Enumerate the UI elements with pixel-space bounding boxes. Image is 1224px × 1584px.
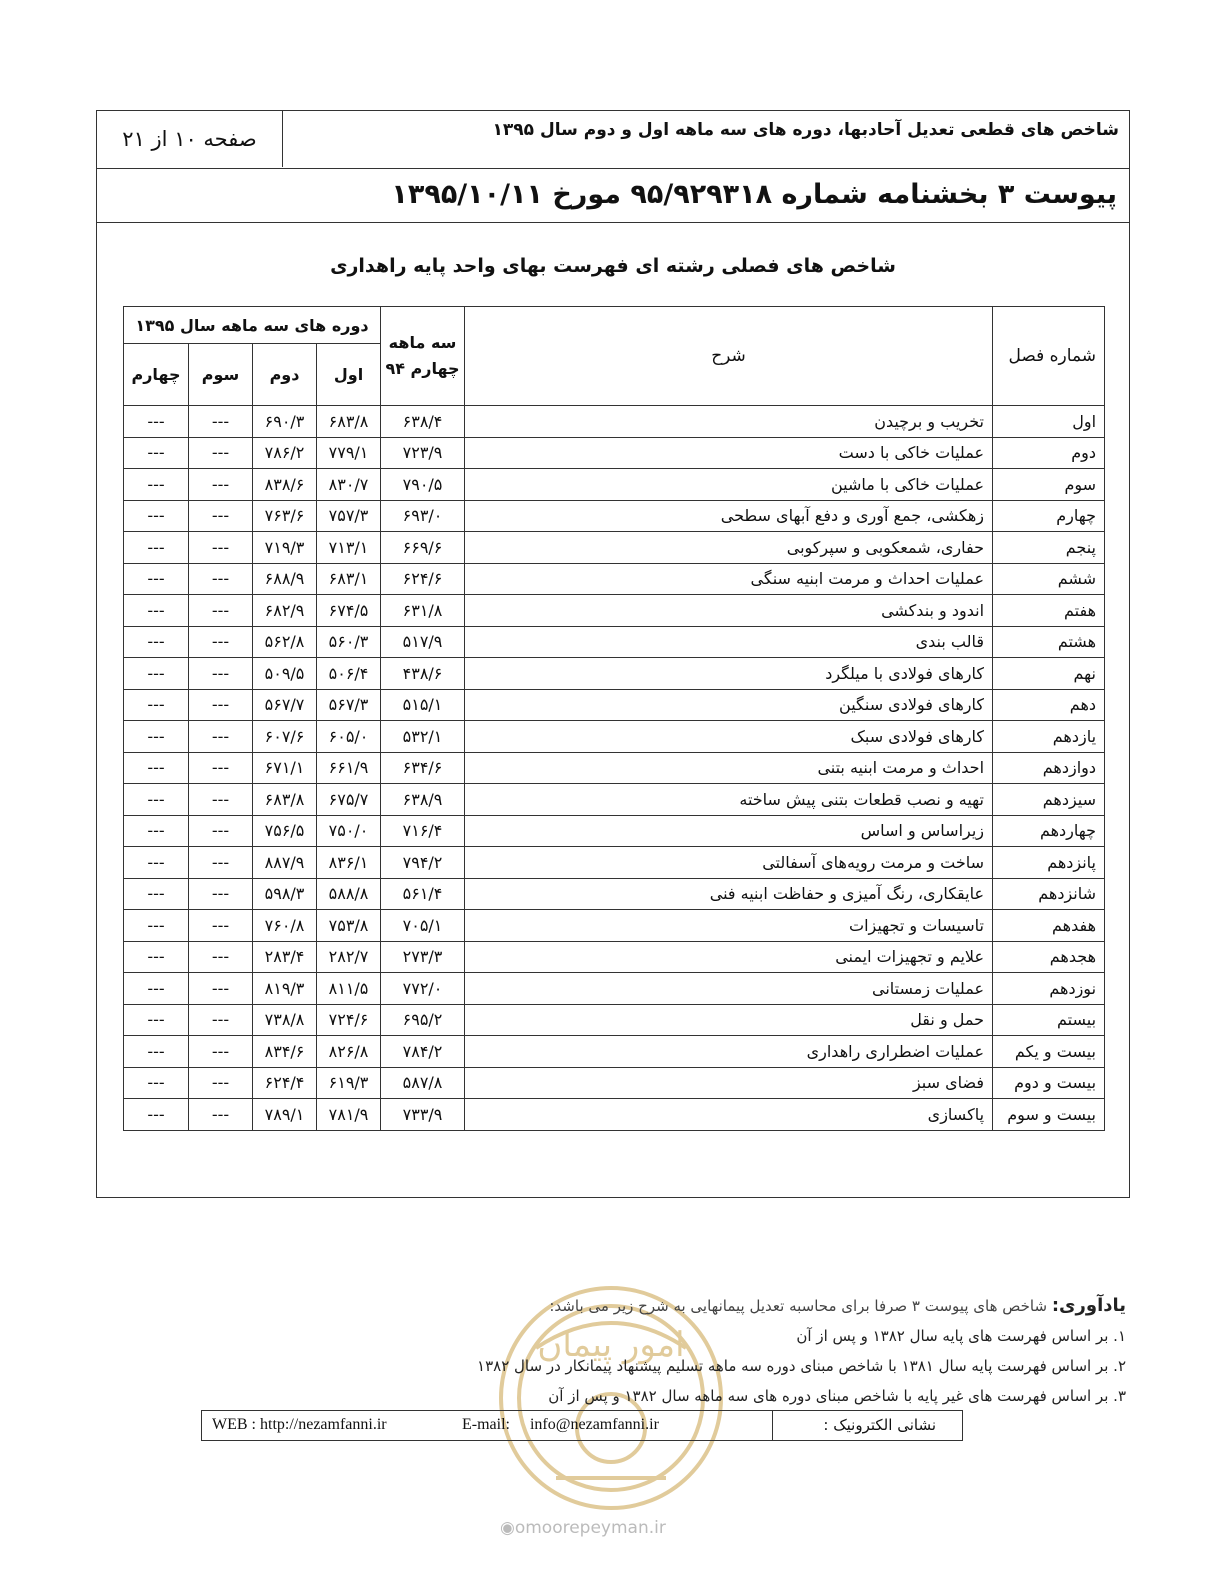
chapter-cell: دهم [993, 689, 1105, 721]
q1-cell: ۸۲۶/۸ [317, 1036, 381, 1068]
description-cell: عملیات خاکی با ماشین [465, 469, 993, 501]
q1-cell: ۷۵۰/۰ [317, 815, 381, 847]
reminder-note [226, 1291, 1126, 1411]
q1-cell: ۸۳۰/۷ [317, 469, 381, 501]
q2-cell: ۸۱۹/۳ [253, 973, 317, 1005]
chapter-cell: هشتم [993, 626, 1105, 658]
table-row [124, 910, 1105, 942]
q2-cell: ۶۲۴/۴ [253, 1067, 317, 1099]
q4-cell: --- [124, 406, 189, 438]
q4-cell: --- [124, 595, 189, 627]
q1-cell: ۷۷۹/۱ [317, 437, 381, 469]
description-cell: پاکسازی [465, 1099, 993, 1131]
description-cell: عملیات خاکی با دست [465, 437, 993, 469]
q3-cell: --- [189, 752, 253, 784]
q1-cell: ۶۶۱/۹ [317, 752, 381, 784]
reminder-item-2: ۲. بر اساس فهرست پایه سال ۱۳۸۱ با شاخص مبنای دوره سه ماهه تسلیم پیشنهاد پیمانکار در سال ۱۳۸۲ [477, 1357, 1126, 1375]
q2-cell: ۶۸۸/۹ [253, 563, 317, 595]
description-cell: زهکشی، جمع آوری و دفع آبهای سطحی [465, 500, 993, 532]
q4-94-cell: ۷۰۵/۱ [381, 910, 465, 942]
q2-cell: ۷۱۹/۳ [253, 532, 317, 564]
q2-cell: ۵۰۹/۵ [253, 658, 317, 690]
q4-94-cell: ۷۳۳/۹ [381, 1099, 465, 1131]
col-header-q4-94-line1: سه ماهه [388, 333, 457, 352]
q3-cell: --- [189, 1099, 253, 1131]
q3-cell: --- [189, 437, 253, 469]
description-cell: حمل و نقل [465, 1004, 993, 1036]
q1-cell: ۵۸۸/۸ [317, 878, 381, 910]
q2-cell: ۷۶۰/۸ [253, 910, 317, 942]
contact-label: نشانی الکترونیک : [772, 1411, 962, 1440]
chapter-cell: اول [993, 406, 1105, 438]
description-cell: احداث و مرمت ابنیه بتنی [465, 752, 993, 784]
q4-94-cell: ۵۱۷/۹ [381, 626, 465, 658]
q4-cell: --- [124, 1004, 189, 1036]
q3-cell: --- [189, 1036, 253, 1068]
reminder-intro: شاخص های پیوست ۳ صرفا برای محاسبه تعدیل پیمانهایی به شرح زیر می باشد: [549, 1297, 1048, 1315]
description-cell: زیراساس و اساس [465, 815, 993, 847]
description-cell: عملیات احداث و مرمت ابنیه سنگی [465, 563, 993, 595]
col-header-description: شرح [465, 307, 993, 406]
table-row [124, 469, 1105, 501]
chapter-cell: یازدهم [993, 721, 1105, 753]
q4-cell: --- [124, 626, 189, 658]
col-header-q1: اول [317, 344, 381, 406]
circular-reference: پیوست ۳ بخشنامه شماره ۹۵/۹۲۹۳۱۸ مورخ ۱۳۹۵/۱۰/۱۱ [97, 169, 1129, 223]
description-cell: کارهای فولادی با میلگرد [465, 658, 993, 690]
q4-cell: --- [124, 847, 189, 879]
q4-94-cell: ۵۱۵/۱ [381, 689, 465, 721]
description-cell: ساخت و مرمت رویه‌های آسفالتی [465, 847, 993, 879]
col-header-chapter: شماره فصل [993, 307, 1105, 406]
q1-cell: ۶۸۳/۸ [317, 406, 381, 438]
table-row [124, 406, 1105, 438]
q4-cell: --- [124, 784, 189, 816]
q2-cell: ۲۸۳/۴ [253, 941, 317, 973]
chapter-cell: پانزدهم [993, 847, 1105, 879]
q1-cell: ۶۸۳/۱ [317, 563, 381, 595]
chapter-cell: بیست و یکم [993, 1036, 1105, 1068]
q4-94-cell: ۲۷۳/۳ [381, 941, 465, 973]
q4-cell: --- [124, 437, 189, 469]
col-header-q4-94-line2: چهارم ۹۴ [385, 359, 460, 378]
q4-cell: --- [124, 910, 189, 942]
chapter-cell: ششم [993, 563, 1105, 595]
q4-cell: --- [124, 563, 189, 595]
q4-94-cell: ۶۲۴/۶ [381, 563, 465, 595]
q2-cell: ۷۸۶/۲ [253, 437, 317, 469]
q2-cell: ۷۵۶/۵ [253, 815, 317, 847]
q2-cell: ۵۶۲/۸ [253, 626, 317, 658]
table-row [124, 1099, 1105, 1131]
description-cell: اندود و بندکشی [465, 595, 993, 627]
q3-cell: --- [189, 973, 253, 1005]
table-row [124, 689, 1105, 721]
q2-cell: ۸۳۴/۶ [253, 1036, 317, 1068]
table-row [124, 532, 1105, 564]
table-row [124, 752, 1105, 784]
q4-94-cell: ۶۶۹/۶ [381, 532, 465, 564]
q2-cell: ۸۳۸/۶ [253, 469, 317, 501]
chapter-cell: شانزدهم [993, 878, 1105, 910]
q2-cell: ۶۷۱/۱ [253, 752, 317, 784]
table-row [124, 973, 1105, 1005]
chapter-cell: نهم [993, 658, 1105, 690]
q4-94-cell: ۶۹۵/۲ [381, 1004, 465, 1036]
q1-cell: ۷۲۴/۶ [317, 1004, 381, 1036]
chapter-cell: دوازدهم [993, 752, 1105, 784]
q4-94-cell: ۵۳۲/۱ [381, 721, 465, 753]
q3-cell: --- [189, 784, 253, 816]
q4-cell: --- [124, 500, 189, 532]
table-row [124, 658, 1105, 690]
q4-cell: --- [124, 1099, 189, 1131]
description-cell: حفاری، شمعکوبی و سپرکوبی [465, 532, 993, 564]
q4-94-cell: ۶۹۳/۰ [381, 500, 465, 532]
table-row [124, 847, 1105, 879]
description-cell: علایم و تجهیزات ایمنی [465, 941, 993, 973]
description-cell: عایقکاری، رنگ آمیزی و حفاظت ابنیه فنی [465, 878, 993, 910]
email-info [462, 1411, 659, 1439]
table-row [124, 563, 1105, 595]
q3-cell: --- [189, 721, 253, 753]
q1-cell: ۵۰۶/۴ [317, 658, 381, 690]
q1-cell: ۲۸۲/۷ [317, 941, 381, 973]
col-group-header-1395: دوره های سه ماهه سال ۱۳۹۵ [124, 307, 381, 344]
q1-cell: ۵۶۷/۳ [317, 689, 381, 721]
stamp-text: امور پیمان [537, 1325, 685, 1365]
q3-cell: --- [189, 626, 253, 658]
q4-cell: --- [124, 973, 189, 1005]
description-cell: کارهای فولادی سنگین [465, 689, 993, 721]
col-header-q4-94 [381, 307, 465, 406]
q2-cell: ۶۸۳/۸ [253, 784, 317, 816]
q1-cell: ۷۸۱/۹ [317, 1099, 381, 1131]
description-cell: فضای سبز [465, 1067, 993, 1099]
chapter-cell: هفدهم [993, 910, 1105, 942]
description-cell: تاسیسات و تجهیزات [465, 910, 993, 942]
q1-cell: ۷۵۷/۳ [317, 500, 381, 532]
q3-cell: --- [189, 941, 253, 973]
q2-cell: ۵۹۸/۳ [253, 878, 317, 910]
q4-94-cell: ۶۳۱/۸ [381, 595, 465, 627]
q3-cell: --- [189, 469, 253, 501]
q4-cell: --- [124, 658, 189, 690]
page-number: صفحه ۱۰ از ۲۱ [97, 111, 283, 167]
table-row [124, 721, 1105, 753]
q4-94-cell: ۵۸۷/۸ [381, 1067, 465, 1099]
q3-cell: --- [189, 595, 253, 627]
website-link[interactable]: WEB : http://nezamfanni.ir [212, 1416, 387, 1433]
watermark-url [500, 1518, 666, 1538]
col-header-q3: سوم [189, 344, 253, 406]
reminder-item-3: ۳. بر اساس فهرست های غیر پایه با شاخص مبنای دوره های سه ماهه سال ۱۳۸۲ و پس از آن [548, 1387, 1126, 1405]
q4-94-cell: ۶۳۴/۶ [381, 752, 465, 784]
q3-cell: --- [189, 1004, 253, 1036]
index-table [123, 306, 1105, 1131]
chapter-cell: بیست و دوم [993, 1067, 1105, 1099]
description-cell: عملیات اضطراری راهداری [465, 1036, 993, 1068]
q4-94-cell: ۷۷۲/۰ [381, 973, 465, 1005]
q3-cell: --- [189, 815, 253, 847]
description-cell: کارهای فولادی سبک [465, 721, 993, 753]
q1-cell: ۷۱۳/۱ [317, 532, 381, 564]
chapter-cell: سیزدهم [993, 784, 1105, 816]
chapter-cell: پنجم [993, 532, 1105, 564]
q2-cell: ۵۶۷/۷ [253, 689, 317, 721]
q4-94-cell: ۶۳۸/۴ [381, 406, 465, 438]
q3-cell: --- [189, 847, 253, 879]
q4-cell: --- [124, 878, 189, 910]
q4-cell: --- [124, 469, 189, 501]
table-row [124, 815, 1105, 847]
table-row [124, 500, 1105, 532]
section-title: شاخص های فصلی رشته ای فهرست بهای واحد پایه راهداری [330, 255, 896, 277]
q4-94-cell: ۶۳۸/۹ [381, 784, 465, 816]
chapter-cell: بیست و سوم [993, 1099, 1105, 1131]
table-row [124, 437, 1105, 469]
table-row [124, 626, 1105, 658]
q1-cell: ۸۱۱/۵ [317, 973, 381, 1005]
q3-cell: --- [189, 658, 253, 690]
page-frame [96, 110, 1130, 1198]
description-cell: عملیات زمستانی [465, 973, 993, 1005]
col-header-q4: چهارم [124, 344, 189, 406]
q1-cell: ۵۶۰/۳ [317, 626, 381, 658]
q3-cell: --- [189, 563, 253, 595]
q4-cell: --- [124, 689, 189, 721]
table-row [124, 1067, 1105, 1099]
watermark-url-text: omoorepeyman.ir [514, 1518, 666, 1538]
col-header-q2: دوم [253, 344, 317, 406]
q1-cell: ۶۷۴/۵ [317, 595, 381, 627]
email-link[interactable]: info@nezamfanni.ir [529, 1416, 659, 1433]
reminder-lead: یادآوری: [1051, 1295, 1126, 1316]
q2-cell: ۶۰۷/۶ [253, 721, 317, 753]
table-row [124, 1004, 1105, 1036]
q2-cell: ۷۶۳/۶ [253, 500, 317, 532]
description-cell: تهیه و نصب قطعات بتنی پیش ساخته [465, 784, 993, 816]
q4-cell: --- [124, 815, 189, 847]
description-cell: تخریب و برچیدن [465, 406, 993, 438]
q3-cell: --- [189, 532, 253, 564]
q4-94-cell: ۷۸۴/۲ [381, 1036, 465, 1068]
q4-cell: --- [124, 721, 189, 753]
q1-cell: ۶۷۵/۷ [317, 784, 381, 816]
table-row [124, 595, 1105, 627]
table-row [124, 784, 1105, 816]
q1-cell: ۶۱۹/۳ [317, 1067, 381, 1099]
q1-cell: ۶۰۵/۰ [317, 721, 381, 753]
q4-cell: --- [124, 941, 189, 973]
q4-cell: --- [124, 1036, 189, 1068]
chapter-cell: دوم [993, 437, 1105, 469]
chapter-cell: سوم [993, 469, 1105, 501]
q4-94-cell: ۷۹۴/۲ [381, 847, 465, 879]
chapter-cell: هجدهم [993, 941, 1105, 973]
globe-icon: ◉ [500, 1518, 515, 1538]
table-row [124, 878, 1105, 910]
contact-box [201, 1410, 963, 1441]
q4-cell: --- [124, 752, 189, 784]
q4-94-cell: ۵۶۱/۴ [381, 878, 465, 910]
q3-cell: --- [189, 1067, 253, 1099]
q1-cell: ۸۳۶/۱ [317, 847, 381, 879]
q4-cell: --- [124, 532, 189, 564]
q3-cell: --- [189, 500, 253, 532]
q2-cell: ۶۸۲/۹ [253, 595, 317, 627]
q3-cell: --- [189, 689, 253, 721]
q2-cell: ۷۳۸/۸ [253, 1004, 317, 1036]
document-title: شاخص های قطعی تعدیل آحادبها، دوره های سه ماهه اول و دوم سال ۱۳۹۵ [492, 120, 1119, 140]
description-cell: قالب بندی [465, 626, 993, 658]
chapter-cell: بیستم [993, 1004, 1105, 1036]
chapter-cell: نوزدهم [993, 973, 1105, 1005]
q2-cell: ۸۸۷/۹ [253, 847, 317, 879]
q4-94-cell: ۴۳۸/۶ [381, 658, 465, 690]
chapter-cell: چهاردهم [993, 815, 1105, 847]
q3-cell: --- [189, 406, 253, 438]
q2-cell: ۶۹۰/۳ [253, 406, 317, 438]
q1-cell: ۷۵۳/۸ [317, 910, 381, 942]
q3-cell: --- [189, 910, 253, 942]
q4-94-cell: ۷۹۰/۵ [381, 469, 465, 501]
q4-cell: --- [124, 1067, 189, 1099]
q4-94-cell: ۷۲۳/۹ [381, 437, 465, 469]
table-row [124, 941, 1105, 973]
table-row [124, 1036, 1105, 1068]
email-label: E-mail: [462, 1416, 510, 1433]
header-row [97, 111, 1129, 169]
q4-94-cell: ۷۱۶/۴ [381, 815, 465, 847]
q2-cell: ۷۸۹/۱ [253, 1099, 317, 1131]
chapter-cell: هفتم [993, 595, 1105, 627]
q3-cell: --- [189, 878, 253, 910]
chapter-cell: چهارم [993, 500, 1105, 532]
reminder-item-1: ۱. بر اساس فهرست های پایه سال ۱۳۸۲ و پس از آن [796, 1327, 1126, 1345]
